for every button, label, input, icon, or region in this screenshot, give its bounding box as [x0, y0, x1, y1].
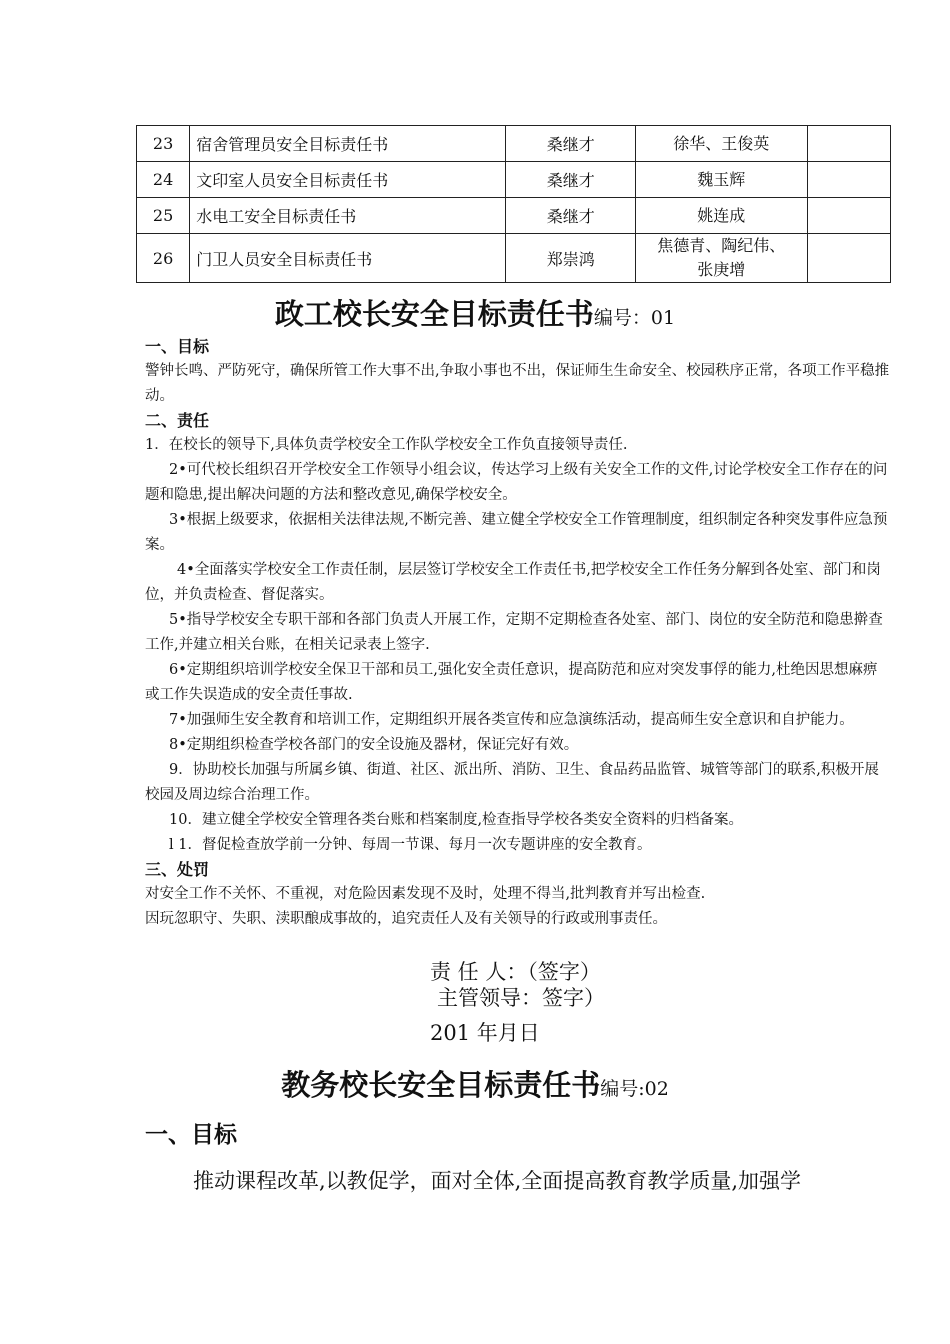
responsibility-table [136, 125, 891, 283]
duty-item: 8•定期组织检查学校各部门的安全设施及器材，保证完好有效。 [169, 737, 579, 753]
section-heading-duty: 二、责任 [145, 411, 210, 430]
row-people: 魏玉辉 [635, 162, 807, 198]
goal-paragraph: 警钟长鸣、严防死守，确保所管工作大事不出,争取小事也不出，保证师生生命安全、校园秩序正常，各项工作平稳推动。 [145, 363, 890, 404]
row-signer: 桑继才 [506, 126, 636, 162]
penalty-paragraph: 因玩忽职守、失职、渎职酿成事故的，追究责任人及有关领导的行政或刑事责任。 [145, 911, 667, 927]
doc1-title: 政工校长安全目标责任书 [274, 297, 594, 331]
row-people-line: 张庚增 [697, 260, 746, 279]
doc2-code: 编号:02 [600, 1078, 669, 1100]
row-blank-cell [807, 162, 890, 198]
row-people-line: 焦德青、陶纪伟、 [657, 236, 786, 255]
duty-item: 6•定期组织培训学校安全保卫干部和员工,强化安全责任意识，提高防范和应对突发事俘的能力,杜绝因思想麻痹或工作失误造成的安全责任事故. [145, 662, 878, 703]
duty-item: 5•指导学校安全专职干部和各部门负责人开展工作，定期不定期检查各处室、部门、岗位的安全防范和隐患擀查工作,并建立相关台账，在相关记录表上签字. [145, 612, 883, 653]
table-row [137, 234, 891, 283]
duty-item: 1．在校长的领导下,具体负责学校安全工作队学校安全工作负直接领导责任. [145, 437, 628, 453]
doc2-section-heading-goal: 一、目标 [145, 1122, 237, 1148]
duty-item: 3•根据上级要求，依据相关法律法规,不断完善、建立健全学校安全工作管理制度，组织制定各种突发事件应急预案。 [145, 512, 888, 553]
row-title: 宿舍管理员安全目标责任书 [190, 126, 506, 162]
section-heading-penalty: 三、处罚 [145, 860, 210, 879]
table-row [137, 162, 891, 198]
row-people: 徐华、王俊英 [635, 126, 807, 162]
signature-leader-line: 主管领导：签字） [437, 986, 605, 1010]
section-heading-goal: 一、目标 [145, 337, 210, 356]
row-title: 门卫人员安全目标责任书 [190, 234, 506, 283]
duty-item: 7•加强师生安全教育和培训工作，定期组织开展各类宣传和应急演练活动，提高师生安全意识和自护能力。 [169, 712, 854, 728]
duty-item: 4•全面落实学校安全工作责任制，层层签订学校安全工作责任书,把学校安全工作任务分解到各处室、部门和岗位，并负责检查、督促落实。 [145, 562, 881, 603]
doc1-heading [0, 292, 950, 333]
row-number: 25 [137, 198, 190, 234]
doc1-body [145, 335, 890, 932]
row-number: 26 [137, 234, 190, 283]
row-people: 姚连成 [635, 198, 807, 234]
row-blank-cell [807, 198, 890, 234]
row-blank-cell [807, 234, 890, 283]
row-signer: 桑继才 [506, 198, 636, 234]
doc2-goal-paragraph: 推动课程改革,以教促学，面对全体,全面提高教育教学质量,加强学 [193, 1169, 802, 1193]
duty-item: 10．建立健全学校安全管理各类台账和档案制度,检查指导学校各类安全资料的归档备案。 [169, 812, 744, 828]
row-people [635, 234, 807, 283]
row-title: 水电工安全目标责任书 [190, 198, 506, 234]
duty-item: l 1．督促检查放学前一分钟、每周一节课、每月一次专题讲座的安全教育。 [169, 837, 652, 853]
signature-person-line: 责 任 人：（签字） [430, 960, 601, 984]
penalty-paragraph: 对安全工作不关怀、不重视，对危险因素发现不及时，处理不得当,批判教育并写出检查. [145, 886, 706, 902]
doc2-heading [0, 1063, 950, 1104]
date-line: 201 年月日 [430, 1021, 540, 1045]
table-row [137, 126, 891, 162]
duty-item: 9．协助校长加强与所属乡镇、街道、社区、派出所、消防、卫生、食品药品监管、城管等部门的联系,积极开展校园及周边综合治理工作。 [145, 762, 879, 803]
row-title: 文印室人员安全目标责任书 [190, 162, 506, 198]
table-row [137, 198, 891, 234]
row-number: 23 [137, 126, 190, 162]
row-number: 24 [137, 162, 190, 198]
duty-item: 2•可代校长组织召开学校安全工作领导小组会议，传达学习上级有关安全工作的文件,讨论学校安全工作存在的问题和隐患,提出解决问题的方法和整改意见,确保学校安全。 [145, 462, 888, 503]
doc2-title: 教务校长安全目标责任书 [281, 1068, 601, 1102]
row-signer: 郑崇鸿 [506, 234, 636, 283]
row-blank-cell [807, 126, 890, 162]
doc1-code: 编号：01 [593, 307, 676, 329]
row-signer: 桑继才 [506, 162, 636, 198]
